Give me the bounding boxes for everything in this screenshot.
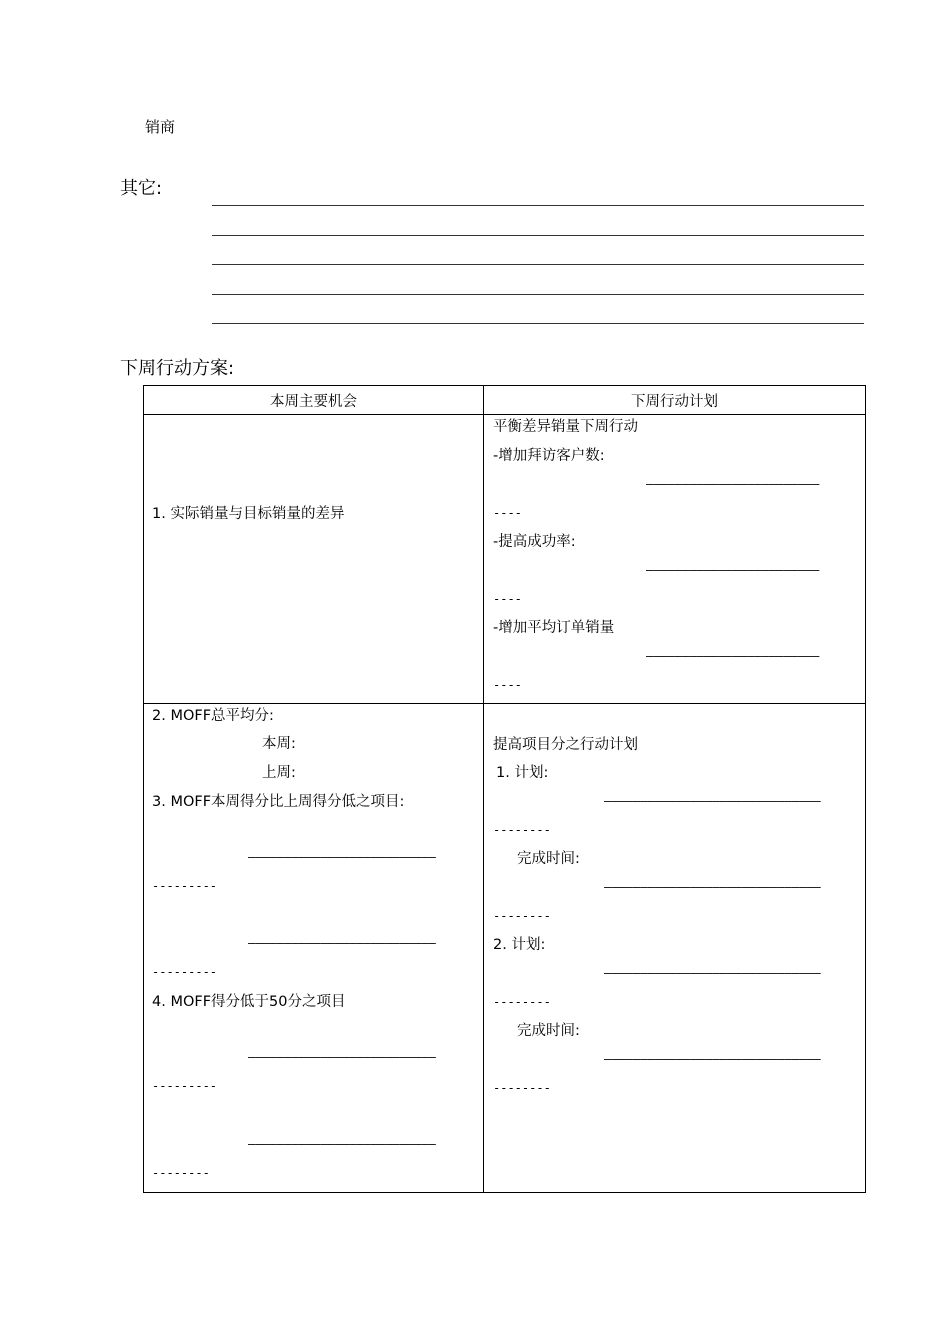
other-line-2 bbox=[212, 235, 864, 236]
row1-right-cell bbox=[484, 415, 866, 704]
sales-gap-item: 1. 实际销量与目标销量的差异 bbox=[152, 506, 345, 522]
table-row bbox=[144, 704, 866, 1193]
next-week-plan-title: 下周行动方案: bbox=[120, 358, 235, 379]
balance-gap-title: 平衡差异销量下周行动 bbox=[493, 419, 638, 435]
row2-left-cell bbox=[144, 704, 484, 1193]
other-section-title: 其它: bbox=[120, 178, 163, 199]
fill-line-tail: -------- bbox=[152, 1166, 210, 1180]
increase-visits-label: -增加拜访客户数: bbox=[493, 448, 605, 464]
improve-plan-title: 提高项目分之行动计划 bbox=[493, 737, 638, 753]
fill-line: —————————————————————————————— bbox=[604, 880, 821, 894]
fill-line: ———————————————————————— bbox=[646, 563, 820, 577]
col-header-next-week-plan: 下周行动计划 bbox=[484, 386, 866, 415]
row1-left-cell bbox=[144, 415, 484, 704]
fill-line-tail: -------- bbox=[493, 995, 551, 1009]
fill-line: —————————————————————————— bbox=[248, 936, 436, 950]
plan-1-label: 1. 计划: bbox=[496, 765, 549, 781]
other-line-3 bbox=[212, 264, 864, 265]
done-time-2-label: 完成时间: bbox=[517, 1023, 580, 1039]
success-rate-label: -提高成功率: bbox=[493, 534, 576, 550]
done-time-1-label: 完成时间: bbox=[517, 851, 580, 867]
fill-line-tail: --------- bbox=[152, 1079, 218, 1093]
fill-line-tail: ---- bbox=[493, 506, 522, 520]
plan-2-label: 2. 计划: bbox=[493, 937, 546, 953]
other-line-5 bbox=[212, 323, 864, 324]
this-week-label: 本周: bbox=[262, 736, 296, 752]
fill-line: —————————————————————————— bbox=[248, 1137, 436, 1151]
fill-line-tail: -------- bbox=[493, 823, 551, 837]
fill-line: —————————————————————————————— bbox=[604, 966, 821, 980]
fill-line-tail: ---- bbox=[493, 592, 522, 606]
below-50-label: 4. MOFF得分低于50分之项目 bbox=[152, 994, 346, 1010]
fill-line: ———————————————————————— bbox=[646, 477, 820, 491]
fill-line: —————————————————————————————— bbox=[604, 1052, 821, 1066]
fill-line-tail: -------- bbox=[493, 909, 551, 923]
avg-order-label: -增加平均订单销量 bbox=[493, 620, 615, 636]
table-row bbox=[144, 415, 866, 704]
col-header-opportunities: 本周主要机会 bbox=[144, 386, 484, 415]
row2-right-cell bbox=[484, 704, 866, 1193]
fill-line-tail: --------- bbox=[152, 879, 218, 893]
fill-line-tail: ---- bbox=[493, 678, 522, 692]
fill-line: ———————————————————————— bbox=[646, 649, 820, 663]
last-week-label: 上周: bbox=[262, 765, 296, 781]
dealer-label: 销商 bbox=[145, 118, 176, 136]
other-line-1 bbox=[212, 205, 864, 206]
fill-line: —————————————————————————— bbox=[248, 1050, 436, 1064]
fill-line: —————————————————————————— bbox=[248, 850, 436, 864]
fill-line-tail: --------- bbox=[152, 965, 218, 979]
table-header-row bbox=[144, 386, 866, 415]
other-line-4 bbox=[212, 294, 864, 295]
fill-line: —————————————————————————————— bbox=[604, 794, 821, 808]
lower-items-label: 3. MOFF本周得分比上周得分低之项目: bbox=[152, 794, 405, 810]
fill-line-tail: -------- bbox=[493, 1081, 551, 1095]
action-plan-table bbox=[143, 385, 866, 1193]
moff-avg-label: 2. MOFF总平均分: bbox=[152, 708, 274, 724]
